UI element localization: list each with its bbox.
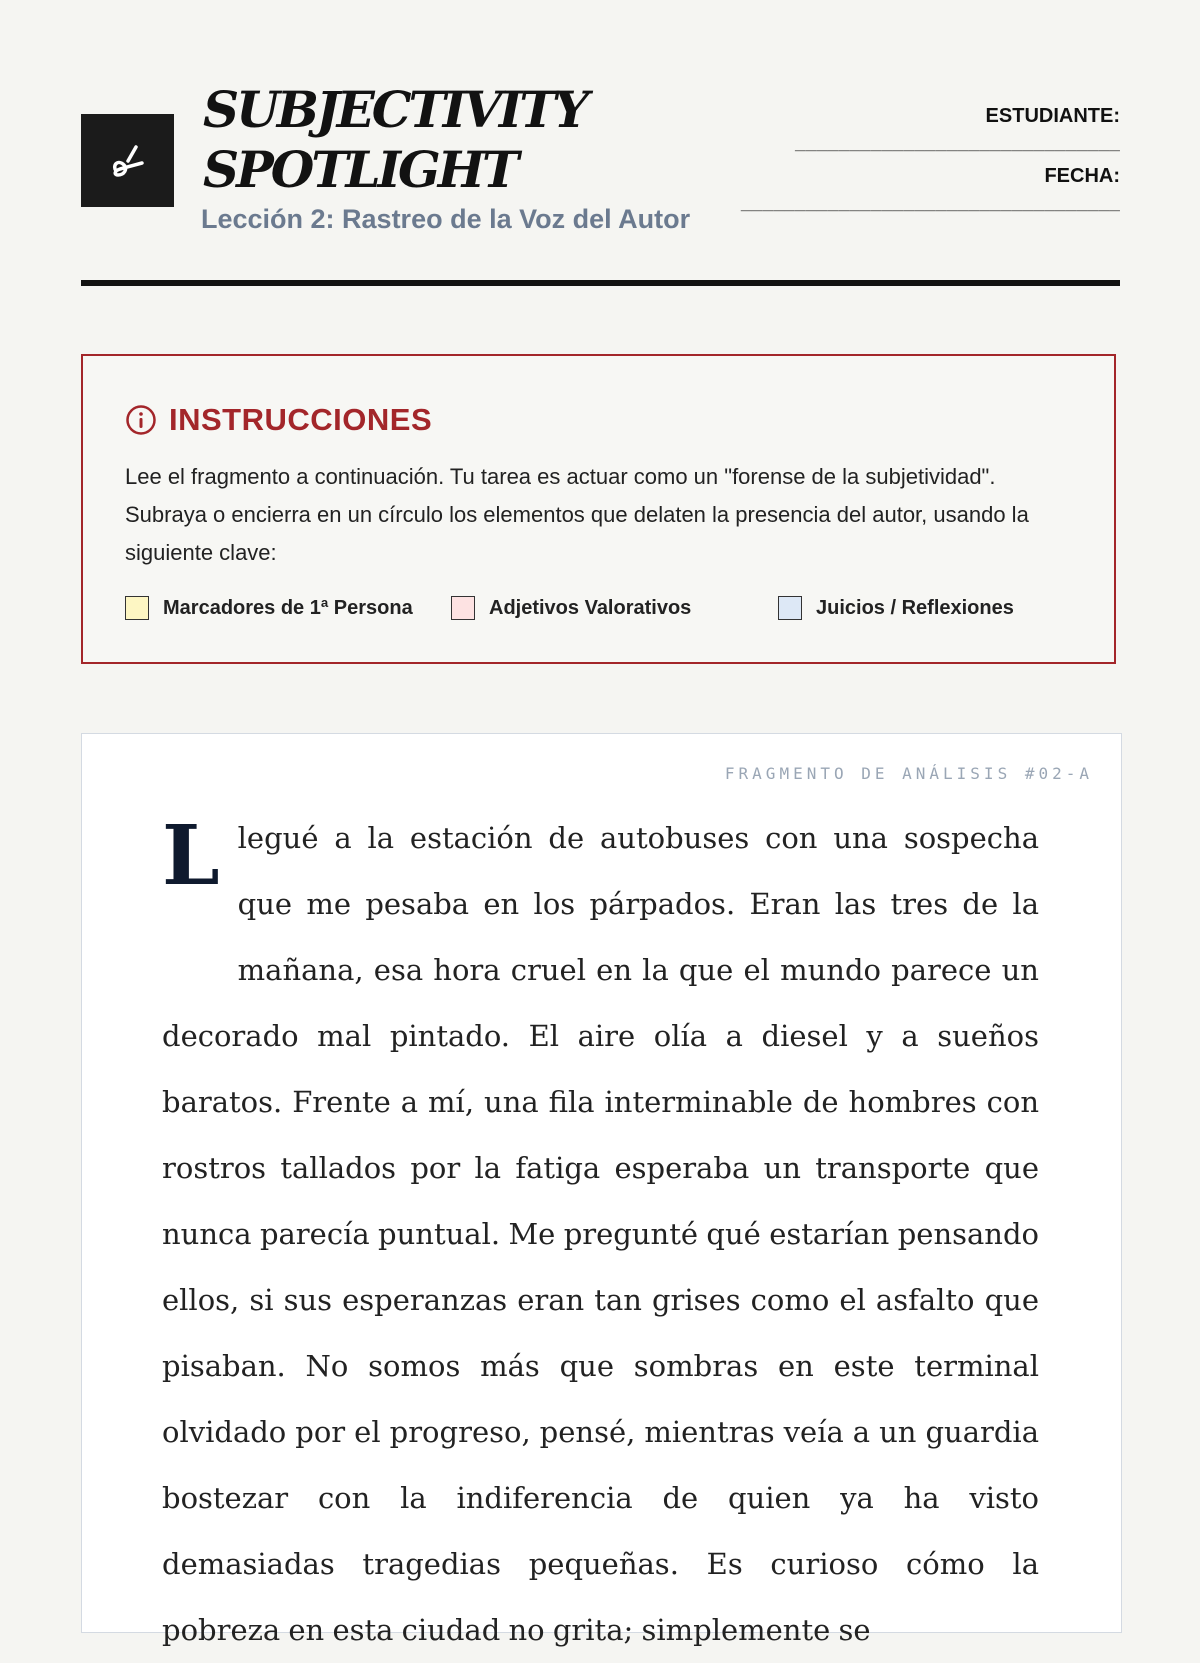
date-label: FECHA: [1044, 165, 1120, 187]
title-line-2: SPOTLIGHT [203, 140, 517, 199]
legend-item-first-person [125, 596, 413, 620]
passage-body: legué a la estación de autobuses con una sospecha que me pesaba en los párpados. Eran las tres de la mañana, esa hora cruel en la que el mundo parece un decorado mal pintado. El aire olía a diesel y a sueños baratos. Frente a mí, una fila interminable de hombres con rostros tallados por la fatiga esperaba un transporte que nunca parecía puntual. Me pregunté qué estarían pensando ellos, si sus esperanzas eran tan grises como el asfalto que pisaban. No somos más que sombras en este terminal olvidado por el progreso, pensé, mientras veía a un guardia bostezar con la indiferencia de quien ya ha visto demasiadas tragedias pequeñas. Es curioso cómo la pobreza en esta ciudad no grita; simplemente se [162, 821, 1039, 1647]
instructions-box [81, 354, 1116, 664]
page-title [203, 80, 723, 200]
reading-fragment [81, 733, 1122, 1647]
instructions-text: Lee el fragmento a continuación. Tu tarea es actuar como un "forense de la subjetividad". Subraya o encierra en un círculo los elementos que delaten la presencia del autor, usando la siguiente clave: [125, 464, 1029, 565]
legend-swatch-yellow [125, 596, 149, 620]
legend-label: Marcadores de 1ª Persona [163, 596, 413, 619]
logo [81, 114, 174, 207]
legend-item-adjectives [451, 596, 691, 620]
student-info [740, 104, 1120, 224]
legend-label: Juicios / Reflexiones [816, 596, 1014, 619]
date-line[interactable]: ___________________________________ [740, 191, 1120, 212]
color-key [125, 596, 1085, 626]
legend-swatch-blue [778, 596, 802, 620]
student-name-line[interactable]: ______________________________ [794, 131, 1120, 152]
signature-icon [102, 135, 154, 187]
instructions-heading [125, 402, 432, 438]
student-label: ESTUDIANTE: [985, 105, 1120, 127]
legend-label: Adjetivos Valorativos [489, 596, 692, 619]
title-line-1: SUBJECTIVITY [203, 80, 587, 139]
lesson-subtitle: Lección 2: Rastreo de la Voz del Autor [201, 204, 691, 234]
worksheet-header [81, 80, 1120, 290]
instructions-title: INSTRUCCIONES [169, 402, 433, 437]
legend-swatch-pink [451, 596, 475, 620]
passage-text [162, 805, 1039, 1663]
fragment-id-tag: FRAGMENTO DE ANÁLISIS #02-A [724, 764, 1093, 783]
info-icon [125, 404, 157, 436]
legend-item-judgments [778, 596, 1014, 620]
header-divider [81, 280, 1120, 286]
drop-cap: L [162, 808, 220, 904]
